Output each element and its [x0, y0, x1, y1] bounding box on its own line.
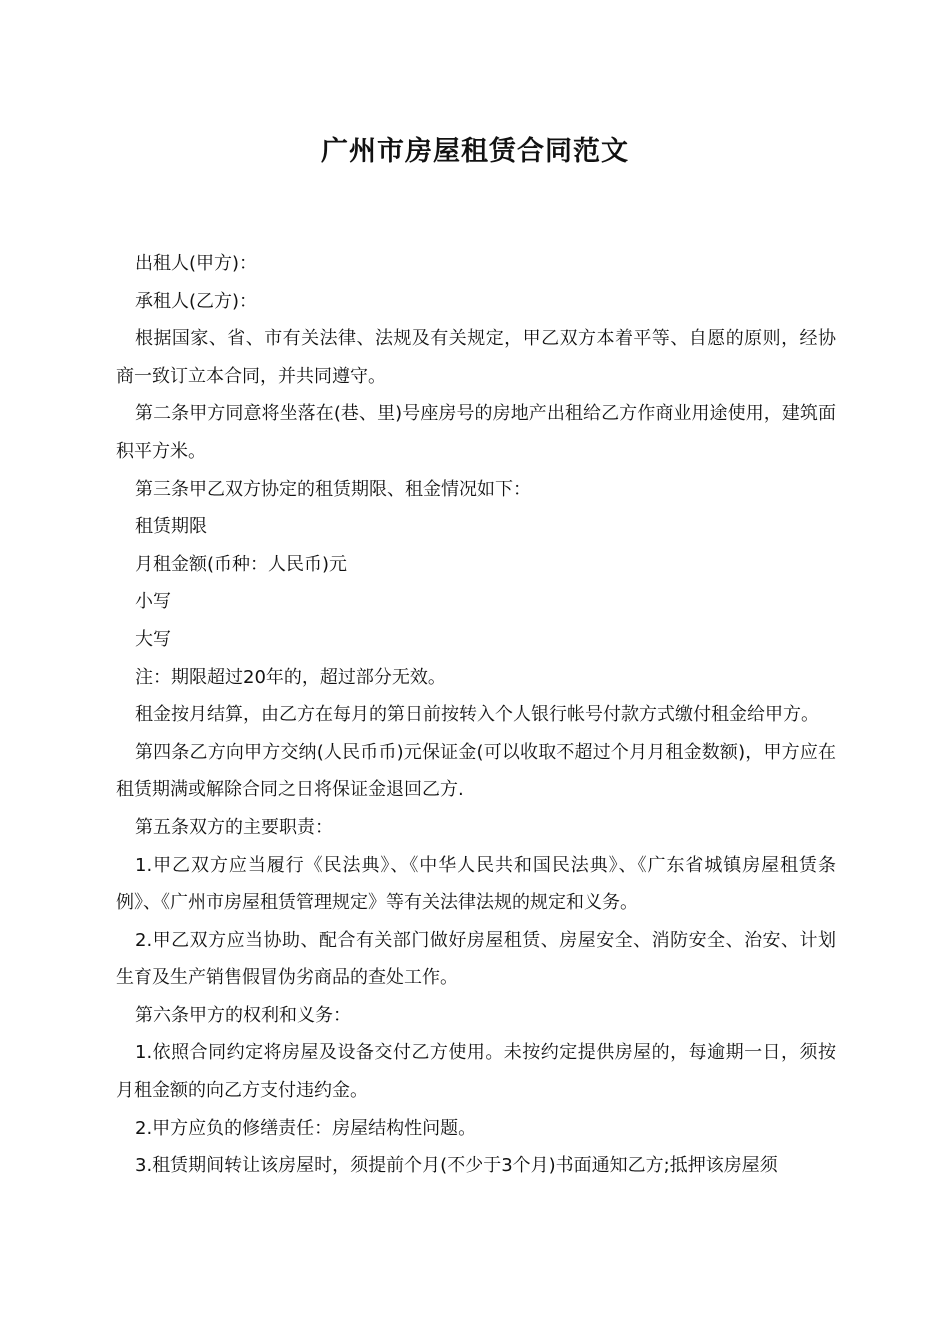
paragraph-monthly-rent: 月租金额(币种：人民币)元	[135, 553, 348, 575]
paragraph-lessee: 承租人(乙方)：	[135, 290, 258, 312]
paragraph-article-6: 第六条甲方的权利和义务：	[135, 1004, 351, 1026]
paragraph-rent-settlement: 租金按月结算，由乙方在每月的第日前按转入个人银行帐号付款方式缴付租金给甲方。	[135, 704, 819, 726]
paragraph-article-5-item-2: 2.甲乙双方应当协助、配合有关部门做好房屋租赁、房屋安全、消防安全、治安、计划生育及生产销售假冒伪劣商品的查处工作。	[116, 929, 836, 989]
paragraph-preamble: 根据国家、省、市有关法律、法规及有关规定，甲乙双方本着平等、自愿的原则，经协商一致订立本合同，并共同遵守。	[116, 328, 836, 387]
paragraph-article-4: 第四条乙方向甲方交纳(人民币币)元保证金(可以收取不超过个月月租金数额)，甲方应在租赁期满或解除合同之日将保证金退回乙方.	[116, 741, 836, 801]
paragraph-article-5-item-1: 1.甲乙双方应当履行《民法典》、《中华人民共和国民法典》、《广东省城镇房屋租赁条例》、《广州市房屋租赁管理规定》等有关法律法规的规定和义务。	[116, 854, 836, 914]
paragraph-article-6-item-3: 3.租赁期间转让该房屋时，须提前个月(不少于3个月)书面通知乙方;抵押该房屋须	[135, 1155, 778, 1177]
paragraph-lowercase-amount: 小写	[135, 591, 171, 613]
paragraph-article-5: 第五条双方的主要职责：	[135, 816, 333, 838]
paragraph-article-3: 第三条甲乙双方协定的租赁期限、租金情况如下：	[135, 478, 531, 500]
paragraph-note: 注：期限超过20年的，超过部分无效。	[135, 666, 446, 688]
paragraph-article-6-item-2: 2.甲方应负的修缮责任：房屋结构性问题。	[135, 1117, 477, 1139]
document-title: 广州市房屋租赁合同范文	[321, 136, 629, 167]
document-body	[116, 245, 836, 1185]
paragraph-article-2: 第二条甲方同意将坐落在(巷、里)号座房号的房地产出租给乙方作商业用途使用，建筑面积平方米。	[116, 403, 836, 462]
paragraph-lessor: 出租人(甲方)：	[135, 253, 258, 274]
paragraph-uppercase-amount: 大写	[135, 628, 171, 650]
paragraph-lease-term: 租赁期限	[135, 516, 207, 538]
paragraph-article-6-item-1: 1.依照合同约定将房屋及设备交付乙方使用。未按约定提供房屋的，每逾期一日，须按月租金额的向乙方支付违约金。	[116, 1042, 836, 1102]
